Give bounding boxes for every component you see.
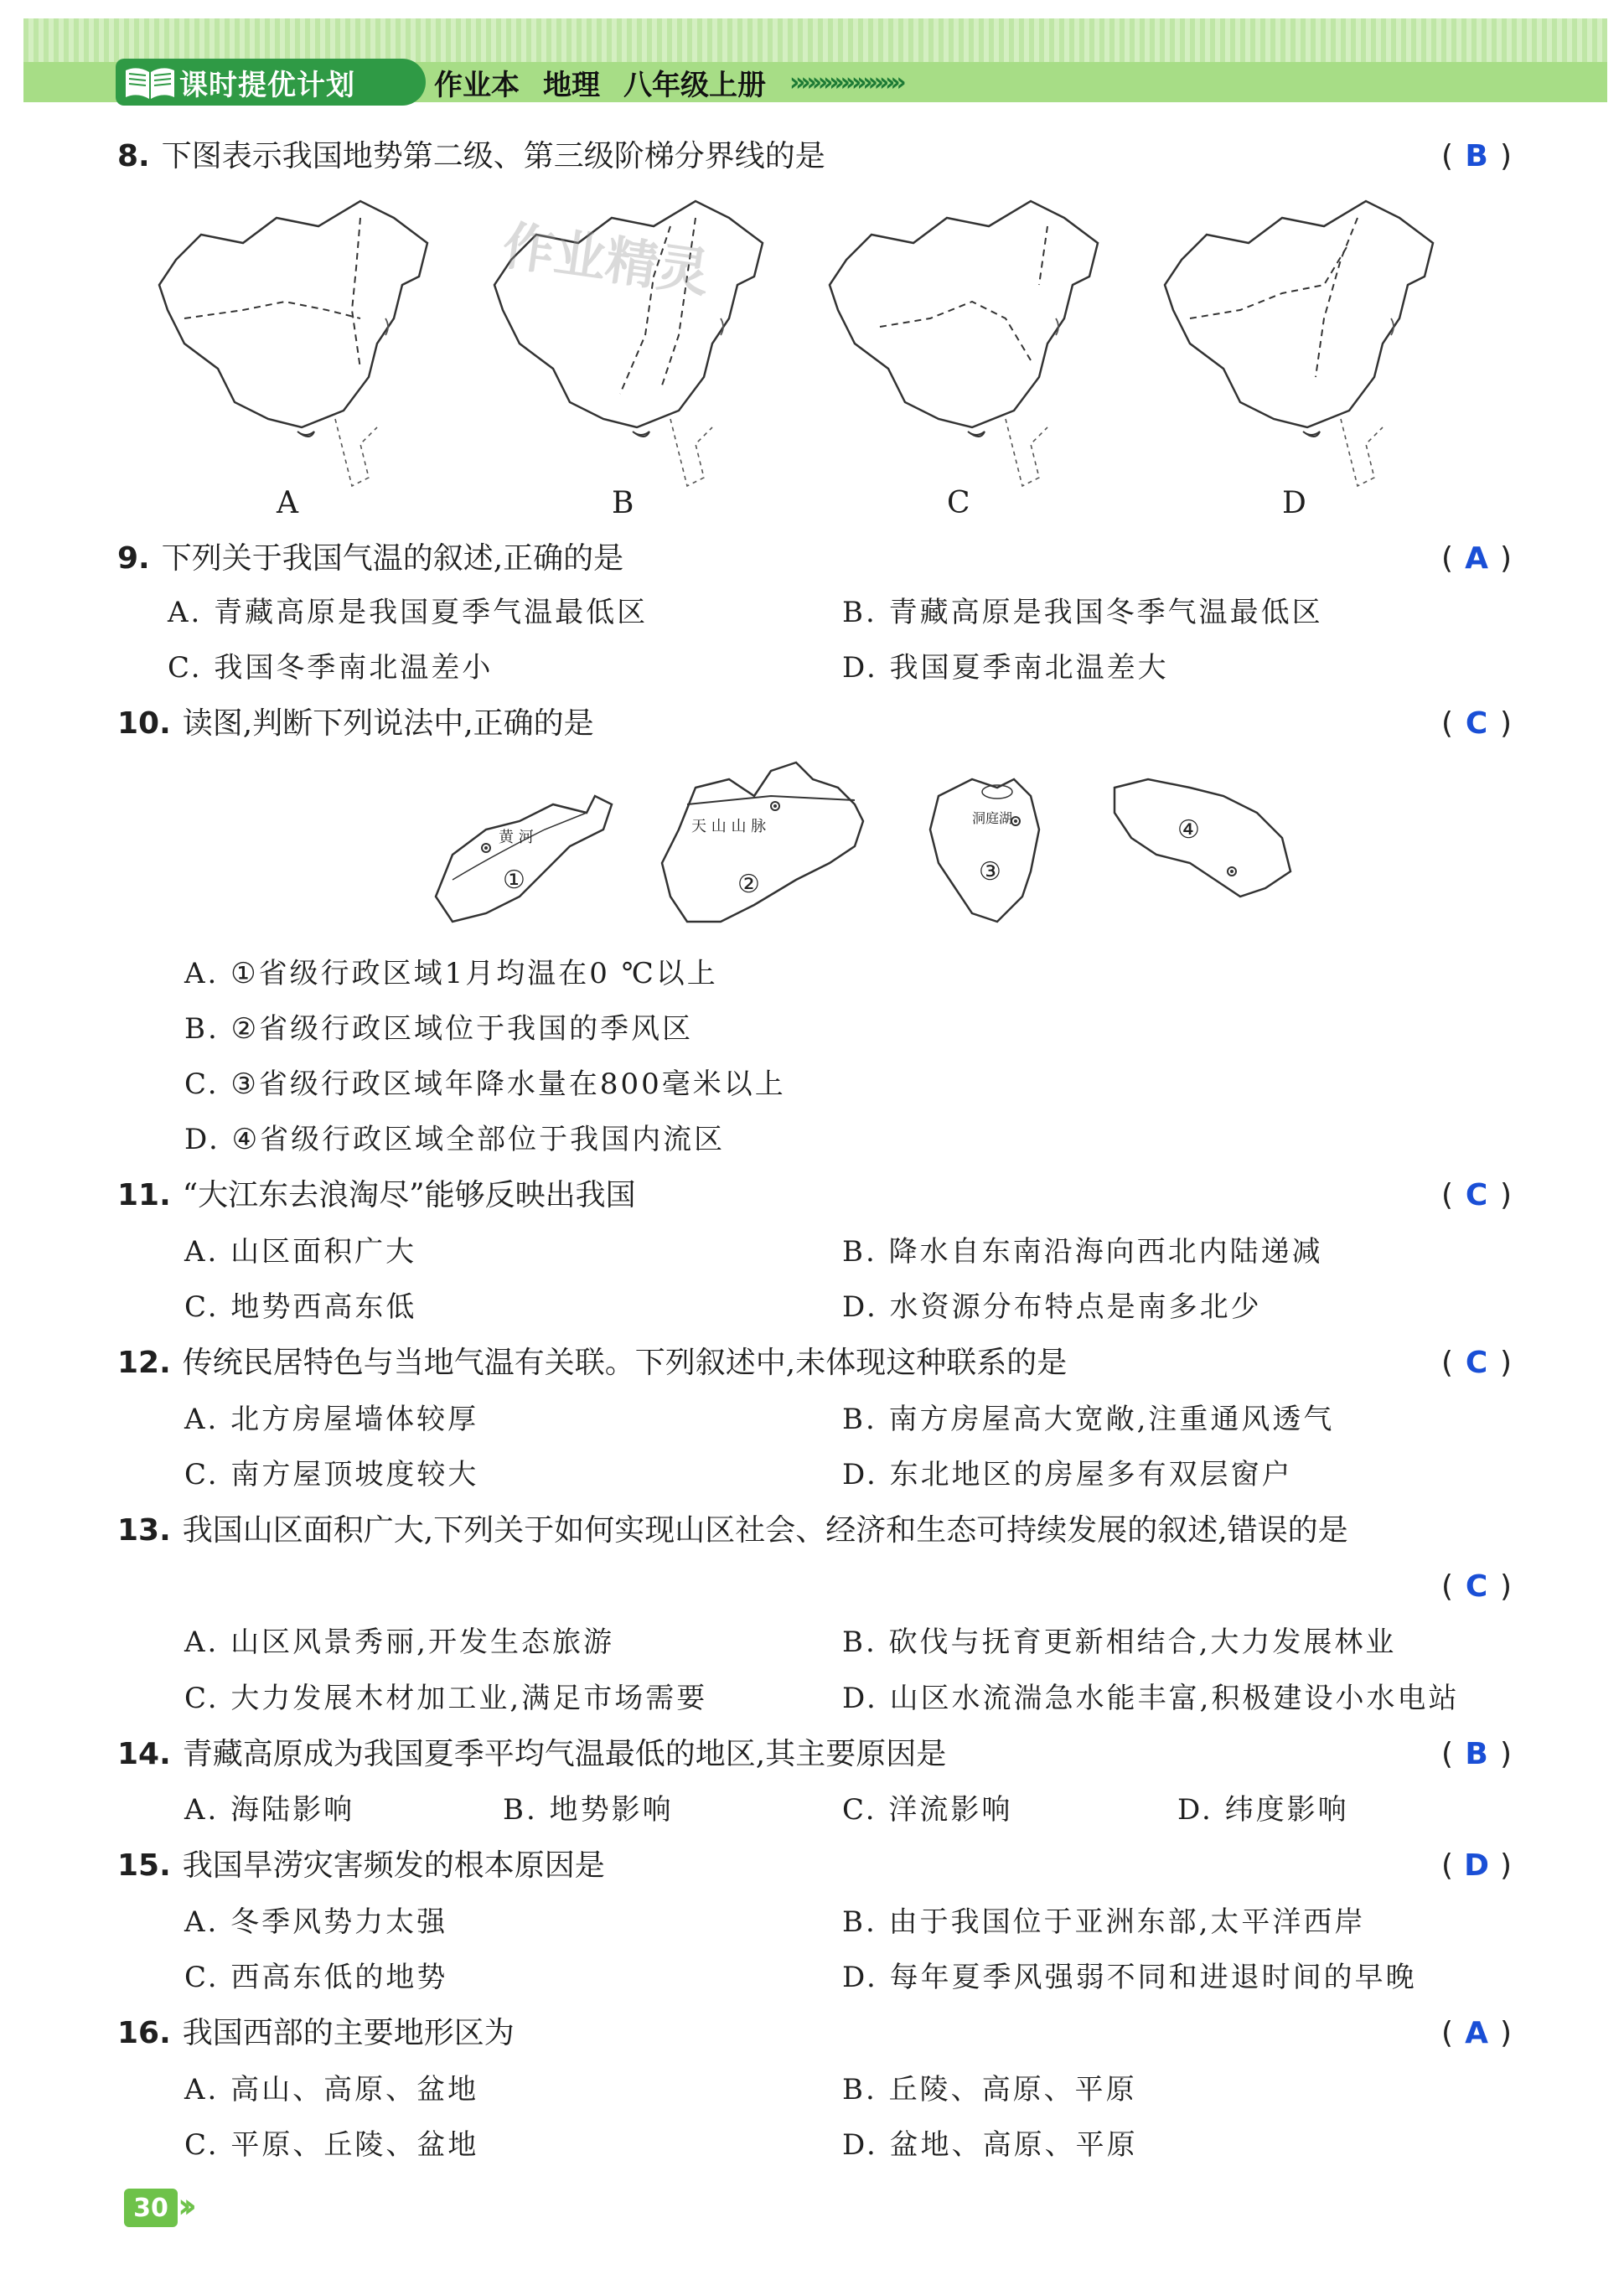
option-13d: D. 山区水流湍急水能丰富,积极建设小水电站 bbox=[842, 1682, 1460, 1715]
question-12 bbox=[117, 1343, 1067, 1383]
option-11d: D. 水资源分布特点是南多北少 bbox=[842, 1290, 1262, 1324]
header-chevrons: »»»»»»»»»» bbox=[789, 67, 902, 97]
answer-letter: D bbox=[1464, 1848, 1489, 1883]
option-9d: D. 我国夏季南北温差大 bbox=[842, 651, 1169, 685]
question-text: 青藏高原成为我国夏季平均气温最低的地区,其主要原因是 bbox=[182, 1737, 947, 1771]
province-maps-q10 bbox=[419, 754, 1316, 938]
option-10c: C. ③省级行政区域年降水量在800毫米以上 bbox=[184, 1067, 786, 1101]
paren-close: ) bbox=[1500, 1346, 1513, 1380]
question-9 bbox=[117, 539, 623, 579]
province-1-map bbox=[436, 796, 612, 922]
paren-close: ) bbox=[1500, 139, 1513, 173]
paren-open: ( bbox=[1441, 1569, 1454, 1604]
paren-open: ( bbox=[1441, 139, 1454, 173]
paren-close: ) bbox=[1500, 1737, 1513, 1771]
answer-letter: B bbox=[1465, 139, 1488, 173]
option-12b: B. 南方房屋高大宽敞,注重通风透气 bbox=[842, 1403, 1335, 1436]
answer-11 bbox=[1441, 1176, 1512, 1216]
paren-open: ( bbox=[1441, 1848, 1454, 1883]
question-number: 8. bbox=[117, 139, 150, 173]
question-number: 14. bbox=[117, 1737, 171, 1771]
question-text: 我国旱涝灾害频发的根本原因是 bbox=[182, 1848, 605, 1883]
answer-10 bbox=[1441, 704, 1512, 744]
answer-letter: C bbox=[1465, 1178, 1488, 1212]
map-d bbox=[1165, 201, 1433, 486]
answer-letter: C bbox=[1465, 1346, 1488, 1380]
question-text: 下图表示我国地势第二级、第三级阶梯分界线的是 bbox=[161, 139, 825, 173]
paren-open: ( bbox=[1441, 1178, 1454, 1212]
answer-letter: C bbox=[1465, 1569, 1488, 1604]
river-label: 黄 河 bbox=[499, 829, 534, 846]
paren-open: ( bbox=[1441, 541, 1454, 576]
question-text: 传统民居特色与当地气温有关联。下列叙述中,未体现这种联系的是 bbox=[182, 1346, 1068, 1380]
series-title: 课时提优计划 bbox=[179, 68, 355, 102]
paren-close: ) bbox=[1500, 2016, 1513, 2050]
answer-16 bbox=[1441, 2013, 1512, 2054]
book-icon bbox=[121, 62, 179, 102]
option-15d: D. 每年夏季风强弱不同和进退时间的早晚 bbox=[842, 1961, 1417, 1994]
option-16d: D. 盆地、高原、平原 bbox=[842, 2128, 1138, 2162]
province-2-map bbox=[662, 762, 863, 922]
question-13 bbox=[117, 1511, 1348, 1551]
option-9b: B. 青藏高原是我国冬季气温最低区 bbox=[842, 596, 1323, 629]
option-11b: B. 降水自东南沿海向西北内陆递减 bbox=[842, 1235, 1323, 1269]
option-13a: A. 山区风景秀丽,开发生态旅游 bbox=[184, 1626, 614, 1659]
answer-13 bbox=[1441, 1567, 1512, 1607]
option-15a: A. 冬季风势力太强 bbox=[184, 1905, 448, 1939]
question-text: “大江东去浪淘尽”能够反映出我国 bbox=[182, 1178, 636, 1212]
question-number: 15. bbox=[117, 1848, 171, 1883]
answer-12 bbox=[1441, 1343, 1512, 1383]
map-a bbox=[159, 201, 427, 486]
option-10a: A. ①省级行政区域1月均温在0 ℃以上 bbox=[184, 957, 718, 990]
answer-15 bbox=[1441, 1846, 1512, 1886]
option-11c: C. 地势西高东低 bbox=[184, 1290, 417, 1324]
option-12d: D. 东北地区的房屋多有双层窗户 bbox=[842, 1458, 1293, 1491]
subject-name: 地理 bbox=[543, 68, 600, 102]
grade-name: 八年级上册 bbox=[623, 68, 766, 102]
option-14a: A. 海陆影响 bbox=[184, 1793, 355, 1827]
watermark: 作业精灵 bbox=[499, 215, 714, 304]
series-logo bbox=[116, 59, 426, 106]
question-16 bbox=[117, 2013, 515, 2054]
option-14c: C. 洋流影响 bbox=[842, 1793, 1013, 1827]
option-9a: A. 青藏高原是我国夏季气温最低区 bbox=[168, 596, 649, 629]
option-11a: A. 山区面积广大 bbox=[184, 1235, 417, 1269]
option-15c: C. 西高东低的地势 bbox=[184, 1961, 448, 1994]
question-number: 13. bbox=[117, 1513, 171, 1548]
question-text: 下列关于我国气温的叙述,正确的是 bbox=[161, 541, 624, 576]
paren-open: ( bbox=[1441, 706, 1454, 741]
question-number: 12. bbox=[117, 1346, 171, 1380]
option-16b: B. 丘陵、高原、平原 bbox=[842, 2073, 1137, 2106]
answer-letter: B bbox=[1465, 1737, 1488, 1771]
book-title bbox=[434, 62, 902, 102]
paren-open: ( bbox=[1441, 1346, 1454, 1380]
paren-close: ) bbox=[1500, 706, 1513, 741]
paren-close: ) bbox=[1500, 1178, 1513, 1212]
map-label-b: B bbox=[612, 486, 634, 520]
province-2-label: ② bbox=[737, 870, 760, 899]
question-number: 11. bbox=[117, 1178, 171, 1212]
option-13c: C. 大力发展木材加工业,满足市场需要 bbox=[184, 1682, 708, 1715]
page-number: 30 bbox=[124, 2189, 178, 2227]
option-12c: C. 南方屋顶坡度较大 bbox=[184, 1458, 479, 1491]
answer-letter: A bbox=[1465, 2016, 1488, 2050]
answer-letter: A bbox=[1465, 541, 1488, 576]
option-16c: C. 平原、丘陵、盆地 bbox=[184, 2128, 479, 2162]
paren-close: ) bbox=[1500, 1848, 1513, 1883]
question-number: 10. bbox=[117, 706, 171, 741]
mountain-label: 天 山 山 脉 bbox=[691, 818, 767, 835]
map-label-d: D bbox=[1282, 486, 1306, 520]
paren-open: ( bbox=[1441, 2016, 1454, 2050]
question-number: 9. bbox=[117, 541, 150, 576]
question-10 bbox=[117, 704, 594, 744]
question-text: 我国山区面积广大,下列关于如何实现山区社会、经济和生态可持续发展的叙述,错误的是 bbox=[182, 1513, 1348, 1548]
question-15 bbox=[117, 1846, 605, 1886]
province-4-label: ④ bbox=[1177, 815, 1200, 845]
answer-14 bbox=[1441, 1734, 1512, 1775]
option-10b: B. ②省级行政区域位于我国的季风区 bbox=[184, 1012, 694, 1046]
paren-close: ) bbox=[1500, 1569, 1513, 1604]
page-chevron-icon: ›› bbox=[178, 2187, 189, 2225]
paren-close: ) bbox=[1500, 541, 1513, 576]
option-9c: C. 我国冬季南北温差小 bbox=[168, 651, 494, 685]
province-3-label: ③ bbox=[979, 857, 1001, 886]
option-15b: B. 由于我国位于亚洲东部,太平洋西岸 bbox=[842, 1905, 1366, 1939]
question-14 bbox=[117, 1734, 946, 1775]
option-13b: B. 砍伐与抚育更新相结合,大力发展林业 bbox=[842, 1626, 1397, 1659]
option-12a: A. 北方房屋墙体较厚 bbox=[184, 1403, 479, 1436]
map-c bbox=[830, 201, 1098, 486]
question-number: 16. bbox=[117, 2016, 171, 2050]
lake-label: 洞庭湖 bbox=[972, 810, 1013, 826]
map-label-a: A bbox=[277, 486, 298, 520]
option-10d: D. ④省级行政区域全部位于我国内流区 bbox=[184, 1123, 726, 1156]
question-11 bbox=[117, 1176, 636, 1216]
option-14d: D. 纬度影响 bbox=[1177, 1793, 1349, 1827]
question-text: 读图,判断下列说法中,正确的是 bbox=[182, 706, 594, 741]
paren-open: ( bbox=[1441, 1737, 1454, 1771]
question-8 bbox=[117, 137, 825, 177]
map-label-c: C bbox=[947, 486, 970, 520]
province-1-label: ① bbox=[503, 866, 525, 895]
china-maps-q8 bbox=[151, 193, 1458, 494]
answer-9 bbox=[1441, 539, 1512, 579]
province-4-map bbox=[1115, 779, 1290, 897]
question-text: 我国西部的主要地形区为 bbox=[182, 2016, 515, 2050]
book-name: 作业本 bbox=[434, 68, 520, 102]
answer-letter: C bbox=[1465, 706, 1488, 741]
option-14b: B. 地势影响 bbox=[503, 1793, 674, 1827]
answer-8 bbox=[1441, 137, 1512, 177]
option-16a: A. 高山、高原、盆地 bbox=[184, 2073, 479, 2106]
province-3-map bbox=[930, 779, 1039, 922]
